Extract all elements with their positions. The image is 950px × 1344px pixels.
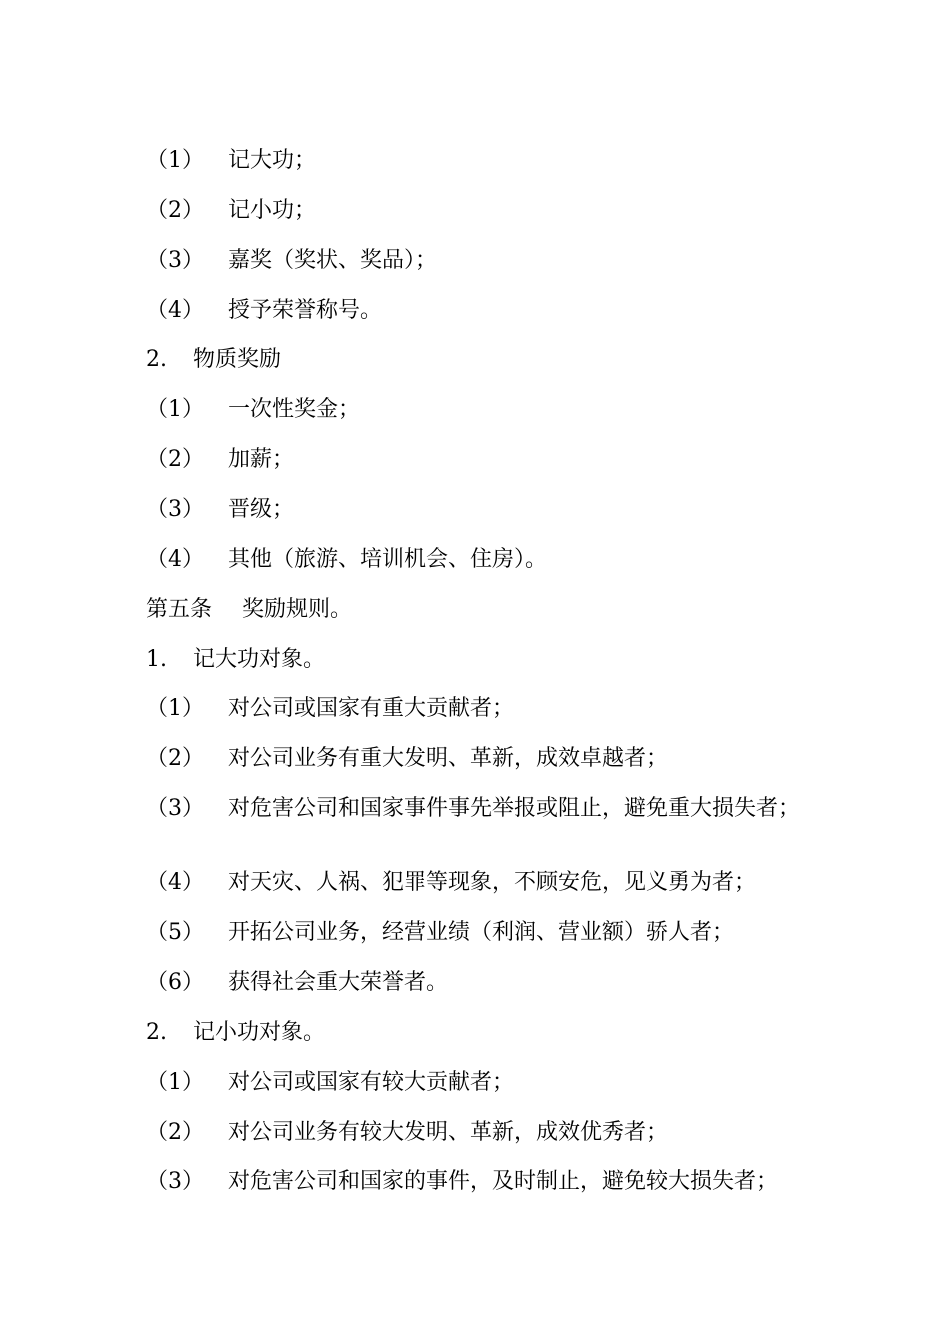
item-text: 对危害公司和国家的事件，及时制止，避免较大损失者； — [228, 1169, 779, 1194]
list-item — [146, 970, 448, 996]
item-number: （4） — [146, 870, 204, 895]
item-number: （3） — [146, 497, 204, 522]
item-text: 一次性奖金； — [228, 397, 361, 422]
list-item — [146, 298, 382, 324]
section-heading — [146, 1020, 325, 1046]
list-item — [146, 1070, 514, 1096]
item-text: 记小功对象。 — [193, 1020, 326, 1045]
list-item — [146, 1169, 778, 1195]
list-item — [146, 796, 826, 822]
list-item — [146, 148, 316, 174]
list-item — [146, 870, 756, 896]
article-heading — [146, 597, 352, 623]
item-text: 授予荣誉称号。 — [228, 298, 383, 323]
section-heading — [146, 347, 281, 373]
item-text: 对公司业务有较大发明、革新，成效优秀者； — [228, 1120, 669, 1145]
item-number: 2. — [146, 347, 167, 372]
item-text: 对公司业务有重大发明、革新，成效卓越者； — [228, 746, 669, 771]
item-number: （2） — [146, 447, 204, 472]
item-text: 对天灾、人祸、犯罪等现象，不顾安危，见义勇为者； — [228, 870, 757, 895]
item-text: 嘉奖（奖状、奖品）； — [228, 248, 438, 273]
list-item — [146, 746, 668, 772]
item-text: 对危害公司和国家事件事先举报或阻止，避免重大损失者； — [228, 796, 801, 821]
item-text: 记大功对象。 — [193, 647, 326, 672]
item-number: （4） — [146, 547, 204, 572]
item-number: （1） — [146, 148, 204, 173]
article-number: 第五条 — [146, 597, 213, 622]
item-number: （2） — [146, 198, 204, 223]
section-heading — [146, 647, 325, 673]
list-item — [146, 397, 360, 423]
item-text: 开拓公司业务，经营业绩（利润、营业额）骄人者； — [228, 920, 735, 945]
item-number: （4） — [146, 298, 204, 323]
list-item — [146, 547, 547, 573]
item-number: （2） — [146, 1120, 204, 1145]
list-item — [146, 447, 294, 473]
item-text: 获得社会重大荣誉者。 — [228, 970, 449, 995]
item-text: 物质奖励 — [193, 347, 282, 372]
item-number: （3） — [146, 248, 204, 273]
list-item — [146, 198, 316, 224]
item-text: 记小功； — [228, 198, 317, 223]
list-item — [146, 696, 514, 722]
item-number: 1. — [146, 647, 167, 672]
item-text: 晋级； — [228, 497, 295, 522]
item-number: （6） — [146, 970, 204, 995]
item-number: （1） — [146, 696, 204, 721]
item-text: 加薪； — [228, 447, 295, 472]
list-item — [146, 1120, 668, 1146]
item-text: 其他（旅游、培训机会、住房）。 — [228, 547, 548, 572]
item-number: （3） — [146, 1169, 204, 1194]
list-item — [146, 497, 294, 523]
item-text: 记大功； — [228, 148, 317, 173]
item-text: 对公司或国家有较大贡献者； — [228, 1070, 515, 1095]
item-number: （5） — [146, 920, 204, 945]
item-number: （3） — [146, 796, 204, 821]
item-number: （1） — [146, 397, 204, 422]
item-text: 对公司或国家有重大贡献者； — [228, 696, 515, 721]
list-item — [146, 248, 437, 274]
item-number: 2. — [146, 1020, 167, 1045]
list-item — [146, 920, 734, 946]
item-number: （1） — [146, 1070, 204, 1095]
article-title: 奖励规则。 — [242, 597, 353, 622]
item-number: （2） — [146, 746, 204, 771]
